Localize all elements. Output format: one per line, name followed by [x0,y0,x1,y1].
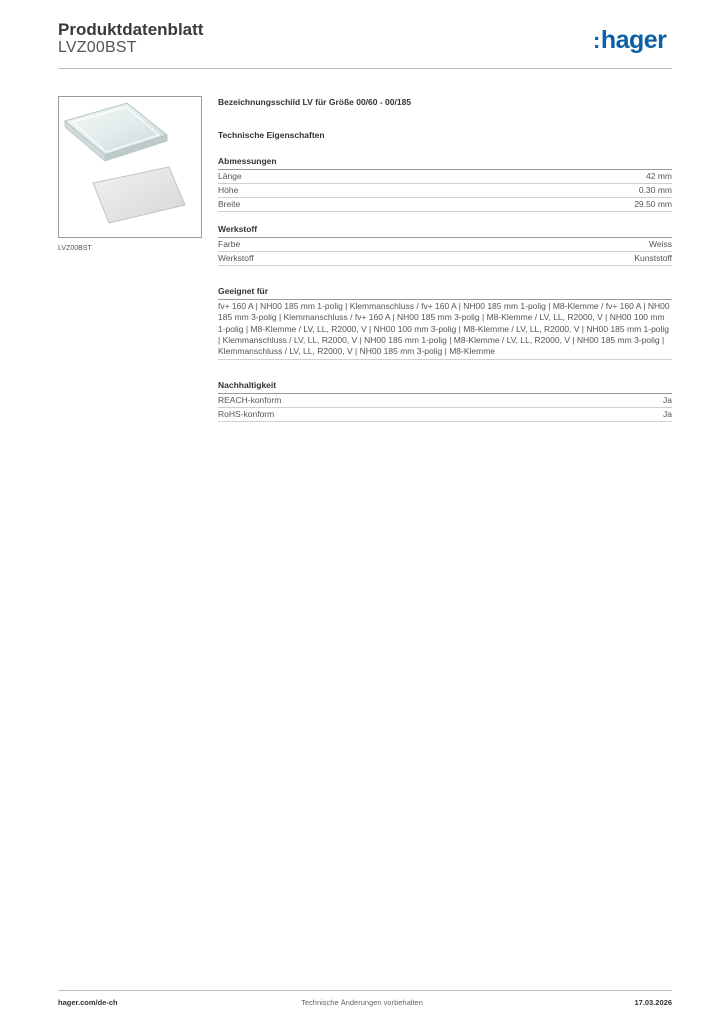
spec-row [218,238,672,252]
spec-label: Breite [218,199,241,209]
spec-label: Werkstoff [218,253,254,263]
spec-row [218,198,672,212]
spec-value: Ja [663,395,672,406]
spec-content [218,97,672,422]
spec-row [218,252,672,266]
spec-value: 29.50 mm [634,199,672,209]
footer-divider [58,990,672,991]
section-title: Technische Eigenschaften [218,130,325,140]
product-illustration [59,97,201,237]
group-title-abmessungen: Abmessungen [218,156,672,170]
spec-label: REACH-konform [218,395,282,406]
footer-date: 17.03.2026 [634,998,672,1007]
compatibility-text: fv+ 160 A | NH00 185 mm 1-polig | Klemmanschluss / fv+ 160 A | NH00 185 mm 1-polig | M8-Klemme / fv+ 160 A | NH00 185 mm 3-polig | Klemmanschluss / fv+ 160 A | NH00 185 mm 3-polig | M8-Klemme / LV, LL, R2000, V | NH00 100 mm 1-polig | M8-Klemme / LV, LL, R2000, V | NH00 100 mm 3-polig | M8-Klemme / LV, LL, R2000, V | NH00 185 mm 1-polig | Klemmanschluss / LV, LL, R2000, V | NH00 185 mm 1-polig | M8-Klemme / LV, LL, R2000, V | NH00 185 mm 3-polig | Klemmanschluss / LV, LL, R2000, V | NH00 185 mm 3-polig | M8-Klemme [218,300,672,360]
spec-value: 0.30 mm [638,185,672,195]
footer-disclaimer: Technische Änderungen vorbehalten [301,998,423,1007]
image-caption: LVZ00BST [58,245,92,252]
spec-value: Weiss [649,239,672,249]
spec-label: RoHS-konform [218,409,275,420]
product-code: LVZ00BST [58,39,137,56]
spec-row [218,408,672,422]
logo-dots-icon: : [593,28,600,53]
spec-row [218,170,672,184]
footer-website-link[interactable]: hager.com/de-ch [58,998,118,1007]
logo-text: hager [600,26,667,54]
product-description: Bezeichnungsschild LV für Größe 00/60 - 00/185 [218,97,412,107]
spec-value: Ja [663,409,672,420]
spec-row [218,184,672,198]
group-title-werkstoff: Werkstoff [218,224,672,238]
group-title-geeignet: Geeignet für [218,286,672,300]
header-divider [58,68,672,69]
spec-label: Höhe [218,185,239,195]
hager-logo [593,26,666,55]
product-image [58,96,202,238]
page-title: Produktdatenblatt [58,20,204,39]
spec-label: Farbe [218,239,241,249]
spec-value: 42 mm [646,171,672,181]
spec-label: Länge [218,171,242,181]
group-title-nachhaltigkeit: Nachhaltigkeit [218,380,672,394]
spec-value: Kunststoff [634,253,672,263]
spec-row [218,394,672,408]
